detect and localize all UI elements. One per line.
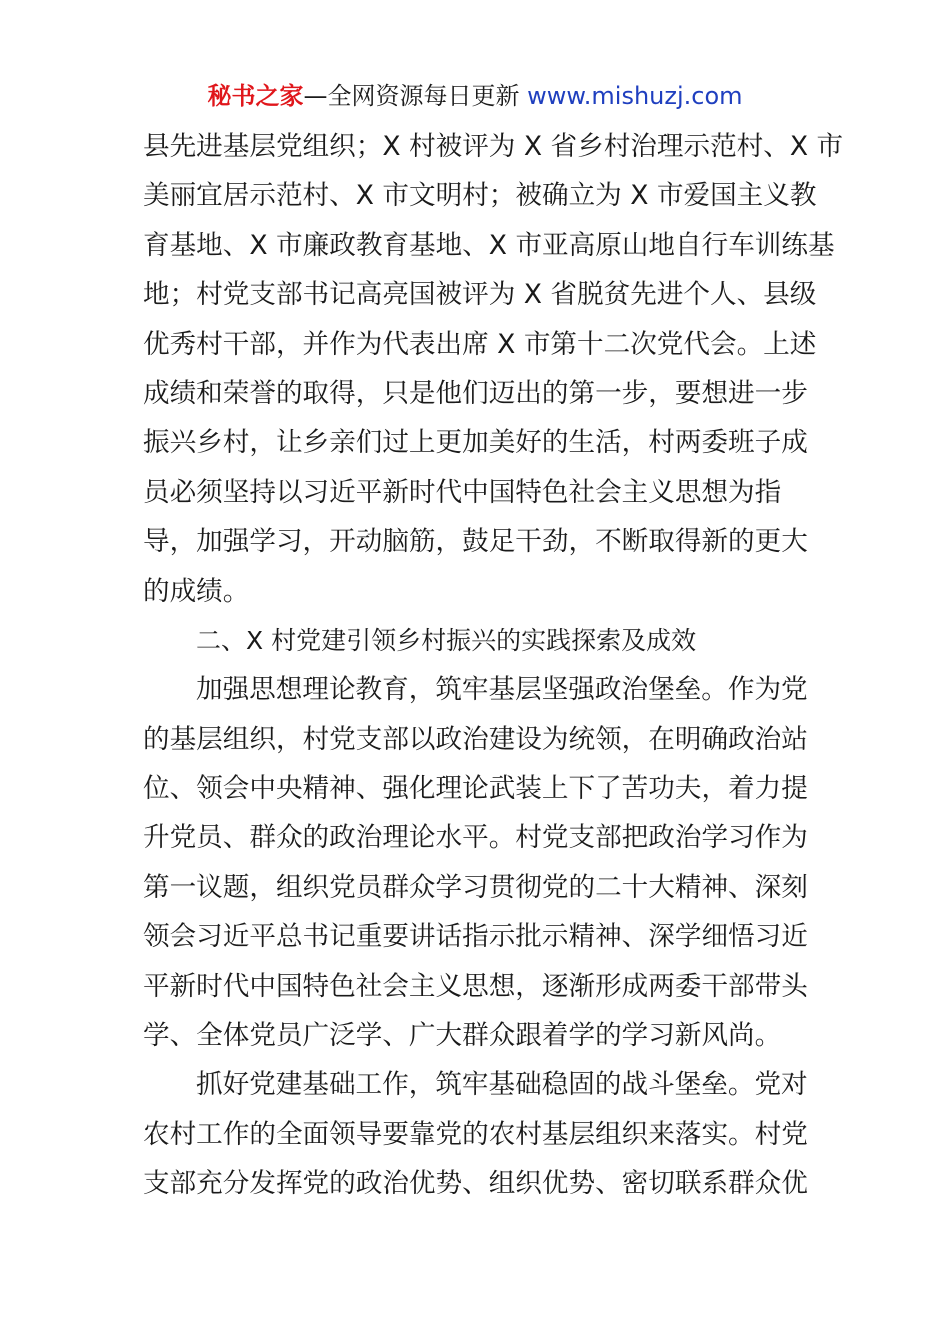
section-heading: 二、X 村党建引领乡村振兴的实践探索及成效 bbox=[196, 625, 697, 655]
paragraph-start: 抓好党建基础工作，筑牢基础稳固的战斗堡垒。党对 bbox=[196, 1069, 808, 1101]
text-line: 地；村党支部书记高亮国被评为 X 省脱贫先进个人、县级 bbox=[143, 279, 817, 311]
text-line: 的基层组织，村党支部以政治建设为统领，在明确政治站 bbox=[143, 723, 808, 755]
text-line: 员必须坚持以习近平新时代中国特色社会主义思想为指 bbox=[143, 476, 782, 508]
text-line: 的成绩。 bbox=[143, 575, 250, 607]
text-line: 美丽宜居示范村、X 市文明村；被确立为 X 市爱国主义教 bbox=[143, 180, 817, 212]
text-line: 成绩和荣誉的取得，只是他们迈出的第一步，要想进一步 bbox=[143, 377, 808, 409]
text-line: 优秀村干部，并作为代表出席 X 市第十二次党代会。上述 bbox=[143, 328, 817, 360]
text-line: 位、领会中央精神、强化理论武装上下了苦功夫，着力提 bbox=[143, 773, 808, 805]
text-line: 平新时代中国特色社会主义思想，逐渐形成两委干部带头 bbox=[143, 970, 808, 1002]
text-line: 支部充分发挥党的政治优势、组织优势、密切联系群众优 bbox=[143, 1168, 808, 1200]
document-body bbox=[143, 122, 844, 1209]
text-line: 育基地、X 市廉政教育基地、X 市亚高原山地自行车训练基 bbox=[143, 229, 835, 261]
text-line: 县先进基层党组织；X 村被评为 X 省乡村治理示范村、X 市 bbox=[143, 131, 844, 162]
text-line: 农村工作的全面领导要靠党的农村基层组织来落实。村党 bbox=[143, 1118, 808, 1150]
text-line: 振兴乡村，让乡亲们过上更加美好的生活，村两委班子成 bbox=[143, 427, 808, 459]
text-line: 学、全体党员广泛学、广大群众跟着学的学习新风尚。 bbox=[143, 1020, 782, 1052]
text-line: 领会习近平总书记重要讲话指示批示精神、深学细悟习近 bbox=[143, 921, 808, 953]
header-tagline: —全网资源每日更新 bbox=[303, 82, 528, 110]
brand-name: 秘书之家 bbox=[207, 82, 304, 110]
site-header bbox=[0, 78, 950, 114]
text-line: 第一议题，组织党员群众学习贯彻党的二十大精神、深刻 bbox=[143, 871, 808, 903]
site-url[interactable]: www.mishuzj.com bbox=[527, 82, 743, 110]
text-line: 升党员、群众的政治理论水平。村党支部把政治学习作为 bbox=[143, 822, 808, 854]
text-line: 导，加强学习，开动脑筋，鼓足干劲，不断取得新的更大 bbox=[143, 526, 808, 558]
paragraph-start: 加强思想理论教育，筑牢基层坚强政治堡垒。作为党 bbox=[196, 674, 808, 706]
